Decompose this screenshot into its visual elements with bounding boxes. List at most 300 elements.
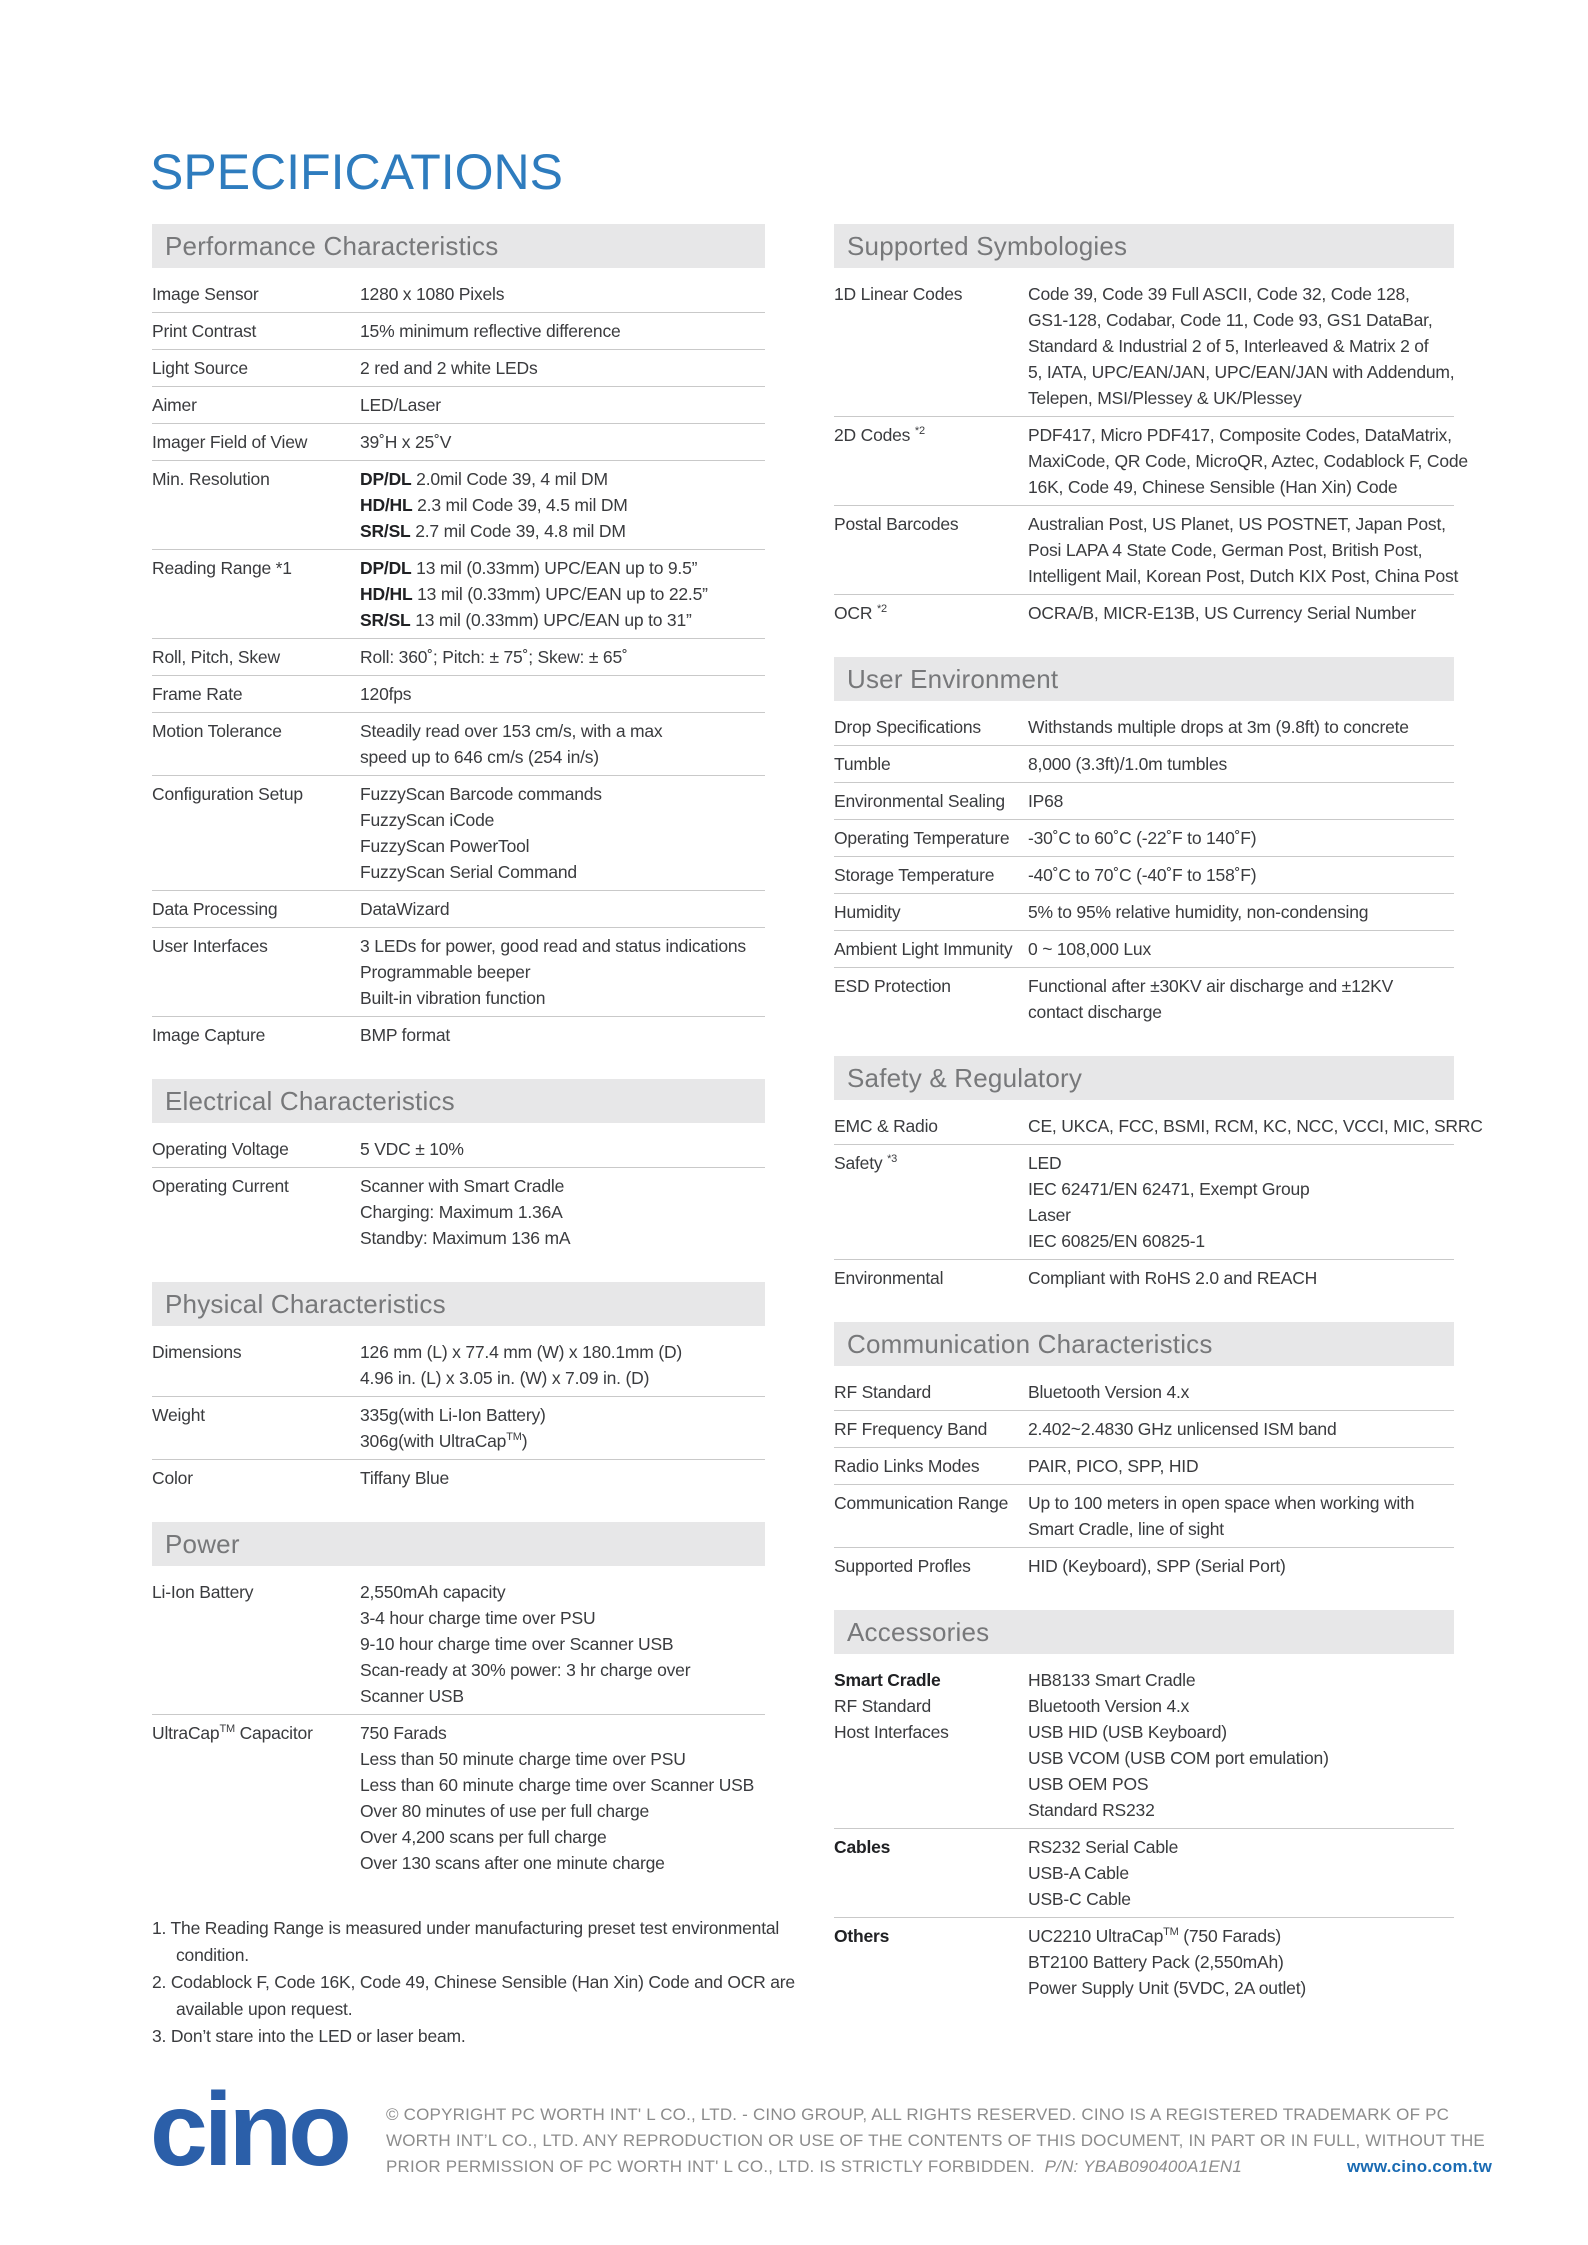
spec-label (152, 555, 360, 633)
spec-value (1028, 600, 1454, 626)
footnotes (152, 1915, 795, 2050)
section-header: Power (152, 1522, 765, 1566)
spec-label (152, 1402, 360, 1454)
text-line: CE, UKCA, FCC, BSMI, RCM, KC, NCC, VCCI, MIC, SRRC (1028, 1116, 1483, 1136)
text-line: 1D Linear Codes (834, 284, 963, 304)
text-line: FuzzyScan PowerTool (360, 836, 530, 856)
text-line: Over 80 minutes of use per full charge (360, 1801, 650, 1821)
text-line: Posi LAPA 4 State Code, German Post, British Post, (1028, 540, 1423, 560)
spec-value (1028, 1113, 1483, 1139)
section-header: Physical Characteristics (152, 1282, 765, 1326)
spec-value (1028, 973, 1454, 1025)
copyright-line: © COPYRIGHT PC WORTH INT' L CO., LTD. - CINO GROUP, ALL RIGHTS RESERVED. CINO IS A REGISTERED TRADEMARK OF PC (386, 2105, 1450, 2124)
spec-value (360, 644, 765, 670)
text-line: OCRA/B, MICR-E13B, US Currency Serial Number (1028, 603, 1416, 623)
spec-row (152, 423, 765, 460)
text-line: 2 red and 2 white LEDs (360, 358, 538, 378)
spec-row (834, 268, 1454, 416)
text-line: FuzzyScan Barcode commands (360, 784, 602, 804)
text-line: 335g(with Li-Ion Battery) (360, 1405, 546, 1425)
spec-label (152, 1579, 360, 1709)
spec-label (834, 1553, 1028, 1579)
spec-label (152, 466, 360, 544)
text-line: 4.96 in. (L) x 3.05 in. (W) x 7.09 in. (D) (360, 1368, 650, 1388)
section-rows (834, 1366, 1454, 1584)
text-line: Code 39, Code 39 Full ASCII, Code 32, Code 128, (1028, 284, 1410, 304)
text-line: GS1-128, Codabar, Code 11, Code 93, GS1 DataBar, (1028, 310, 1433, 330)
text-line: -30˚C to 60˚C (-22˚F to 140˚F) (1028, 828, 1257, 848)
text-line: contact discharge (1028, 1002, 1162, 1022)
part-number: P/N: YBAB090400A1EN1 (1044, 2157, 1243, 2176)
text-line: MaxiCode, QR Code, MicroQR, Aztec, Codablock F, Code (1028, 451, 1468, 471)
text-line: 16K, Code 49, Chinese Sensible (Han Xin) Code (1028, 477, 1398, 497)
spec-row (834, 1447, 1454, 1484)
spec-label (834, 751, 1028, 777)
spec-label (152, 781, 360, 885)
spec-label (834, 511, 1028, 589)
text-line: OCR $^{*2}$ (834, 603, 887, 623)
spec-value (360, 1339, 765, 1391)
text-line: Communication Range (834, 1493, 1009, 1513)
section-header: User Environment (834, 657, 1454, 701)
text-line: Bluetooth Version 4.x (1028, 1382, 1190, 1402)
section-rows (834, 1100, 1483, 1296)
spec-row (152, 1396, 765, 1459)
section-physical-characteristics (152, 1282, 765, 1496)
text-line: DP/DL 13 mil (0.33mm) UPC/EAN up to 9.5” (360, 558, 698, 578)
section-header: Safety & Regulatory (834, 1056, 1454, 1100)
page-title: SPECIFICATIONS (150, 144, 564, 200)
spec-row (834, 819, 1454, 856)
spec-value (360, 1173, 765, 1251)
text-line: BT2100 Battery Pack (2,550mAh) (1028, 1952, 1284, 1972)
spec-value (360, 781, 765, 885)
spec-label (834, 1667, 1028, 1823)
text-line: 2D Codes $^{*2}$ (834, 425, 925, 445)
spec-row (152, 460, 765, 549)
text-line: PAIR, PICO, SPP, HID (1028, 1456, 1199, 1476)
spec-label (152, 1173, 360, 1251)
spec-row (152, 927, 765, 1016)
text-line: -40˚C to 70˚C (-40˚F to 158˚F) (1028, 865, 1257, 885)
text-line: Standby: Maximum 136 mA (360, 1228, 571, 1248)
text-line: Intelligent Mail, Korean Post, Dutch KIX Post, China Post (1028, 566, 1459, 586)
section-power (152, 1522, 765, 1881)
text-line: Data Processing (152, 899, 278, 919)
spec-row (152, 890, 765, 927)
section-supported-symbologies (834, 224, 1468, 631)
text-line: Humidity (834, 902, 901, 922)
section-rows (152, 268, 765, 1053)
text-line: BMP format (360, 1025, 451, 1045)
text-line: Australian Post, US Planet, US POSTNET, Japan Post, (1028, 514, 1446, 534)
spec-value (1028, 862, 1454, 888)
spec-value (1028, 1490, 1454, 1542)
spec-row (834, 930, 1454, 967)
text-line: 5% to 95% relative humidity, non-condensing (1028, 902, 1369, 922)
section-rows (152, 1326, 765, 1496)
text-line: 5, IATA, UPC/EAN/JAN, UPC/EAN/JAN with Addendum, (1028, 362, 1455, 382)
section-user-environment (834, 657, 1454, 1030)
spec-label (152, 392, 360, 418)
text-line: Motion Tolerance (152, 721, 282, 741)
text-line: Image Capture (152, 1025, 266, 1045)
spec-label (834, 1923, 1028, 2001)
text-line: SR/SL 13 mil (0.33mm) UPC/EAN up to 31” (360, 610, 692, 630)
spec-value (360, 1136, 765, 1162)
spec-row (152, 1459, 765, 1496)
text-line: 3-4 hour charge time over PSU (360, 1608, 596, 1628)
text-line: Over 4,200 scans per full charge (360, 1827, 607, 1847)
spec-value (360, 718, 765, 770)
text-line: Scanner USB (360, 1686, 464, 1706)
spec-label (834, 1416, 1028, 1442)
text-line: IEC 62471/EN 62471, Exempt Group (1028, 1179, 1310, 1199)
spec-value (360, 1579, 765, 1709)
text-line: Laser (1028, 1205, 1071, 1225)
spec-value (360, 392, 765, 418)
spec-label (834, 899, 1028, 925)
text-line: Light Source (152, 358, 248, 378)
text-line: Power Supply Unit (5VDC, 2A outlet) (1028, 1978, 1306, 1998)
section-communication-characteristics (834, 1322, 1454, 1584)
spec-value (360, 933, 765, 1011)
spec-value (1028, 1553, 1454, 1579)
spec-label (834, 1265, 1028, 1291)
text-line: Operating Voltage (152, 1139, 289, 1159)
spec-value (1028, 1923, 1454, 2001)
text-line: 750 Farads (360, 1723, 447, 1743)
text-line: Frame Rate (152, 684, 243, 704)
spec-value (1028, 281, 1454, 411)
text-line: Host Interfaces (834, 1722, 949, 1742)
text-line: 1280 x 1080 Pixels (360, 284, 505, 304)
text-line: 2,550mAh capacity (360, 1582, 506, 1602)
spec-value (1028, 936, 1454, 962)
text-line: Over 130 scans after one minute charge (360, 1853, 665, 1873)
section-rows (834, 268, 1468, 631)
text-line: Reading Range *1 (152, 558, 292, 578)
spec-row (834, 856, 1454, 893)
text-line: UltraCap™ Capacitor (152, 1723, 313, 1743)
spec-row (834, 1484, 1454, 1547)
spec-row (152, 1167, 765, 1256)
text-line: speed up to 646 cm/s (254 in/s) (360, 747, 599, 767)
left-column (152, 224, 795, 2050)
spec-row (834, 893, 1454, 930)
spec-value (360, 1720, 765, 1876)
text-line: Operating Current (152, 1176, 289, 1196)
spec-label (152, 1465, 360, 1491)
right-column (834, 224, 1483, 2050)
text-line: SR/SL 2.7 mil Code 39, 4.8 mil DM (360, 521, 626, 541)
text-line: HD/HL 13 mil (0.33mm) UPC/EAN up to 22.5” (360, 584, 708, 604)
text-line: ESD Protection (834, 976, 951, 996)
spec-value (360, 555, 765, 633)
spec-label (152, 1022, 360, 1048)
text-line: Print Contrast (152, 321, 257, 341)
spec-row (834, 745, 1454, 782)
spec-row (152, 775, 765, 890)
section-rows (152, 1566, 765, 1881)
spec-label (834, 825, 1028, 851)
spec-label (834, 714, 1028, 740)
footnote-line: 2. Codablock F, Code 16K, Code 49, Chinese Sensible (Han Xin) Code and OCR are (152, 1972, 795, 1992)
text-line: 3 LEDs for power, good read and status indications (360, 936, 746, 956)
section-header: Communication Characteristics (834, 1322, 1454, 1366)
text-line: FuzzyScan iCode (360, 810, 495, 830)
section-safety-regulatory (834, 1056, 1483, 1296)
spec-value (1028, 511, 1459, 589)
footnote-line: 1. The Reading Range is measured under manufacturing preset test environmental (152, 1918, 780, 1938)
spec-row (152, 312, 765, 349)
spec-value (1028, 1834, 1454, 1912)
spec-value (1028, 422, 1468, 500)
spec-row (834, 1100, 1483, 1144)
text-line: Storage Temperature (834, 865, 995, 885)
spec-row (152, 349, 765, 386)
spec-label (152, 1720, 360, 1876)
spec-value (1028, 1667, 1454, 1823)
text-line: Operating Temperature (834, 828, 1010, 848)
text-line: Roll, Pitch, Skew (152, 647, 280, 667)
section-rows (834, 701, 1454, 1030)
text-line: Telepen, MSI/Plessey & UK/Plessey (1028, 388, 1302, 408)
spec-value (360, 466, 765, 544)
text-line: Tumble (834, 754, 891, 774)
spec-row (152, 675, 765, 712)
text-line: HD/HL 2.3 mil Code 39, 4.5 mil DM (360, 495, 628, 515)
section-accessories (834, 1610, 1454, 2006)
text-line: Compliant with RoHS 2.0 and REACH (1028, 1268, 1318, 1288)
text-line: USB HID (USB Keyboard) (1028, 1722, 1227, 1742)
spec-value (360, 896, 765, 922)
spec-row (834, 967, 1454, 1030)
spec-label (834, 1490, 1028, 1542)
text-line: Scanner with Smart Cradle (360, 1176, 565, 1196)
text-line: Steadily read over 153 cm/s, with a max (360, 721, 663, 741)
text-line: HB8133 Smart Cradle (1028, 1670, 1196, 1690)
text-line: Scan-ready at 30% power: 3 hr charge over (360, 1660, 691, 1680)
text-line: LED (1028, 1153, 1062, 1173)
spec-label (152, 355, 360, 381)
spec-label (834, 788, 1028, 814)
spec-value (360, 318, 765, 344)
text-line: Environmental (834, 1268, 944, 1288)
text-line: User Interfaces (152, 936, 268, 956)
spec-value (1028, 1379, 1454, 1405)
text-line: Less than 60 minute charge time over Scanner USB (360, 1775, 755, 1795)
spec-label (834, 1834, 1028, 1912)
spec-label (834, 422, 1028, 500)
text-line: 9-10 hour charge time over Scanner USB (360, 1634, 674, 1654)
spec-label (152, 1136, 360, 1162)
text-line: 120fps (360, 684, 412, 704)
text-line: Functional after ±30KV air discharge and ±12KV (1028, 976, 1394, 996)
text-line: Configuration Setup (152, 784, 303, 804)
text-line: Min. Resolution (152, 469, 270, 489)
text-line: USB-A Cable (1028, 1863, 1129, 1883)
spec-value (360, 681, 765, 707)
text-line: Dimensions (152, 1342, 242, 1362)
text-line: RS232 Serial Cable (1028, 1837, 1179, 1857)
footnote-line: condition. (176, 1945, 249, 1965)
text-line: Safety $^{*3}$ (834, 1153, 898, 1173)
spec-value (360, 281, 765, 307)
copyright-text: PRIOR PERMISSION OF PC WORTH INT' L CO., LTD. IS STRICTLY FORBIDDEN. P/N: YBAB090400A1EN1 (386, 2157, 1243, 2176)
spec-row (834, 1654, 1454, 1828)
spec-row (834, 1144, 1454, 1259)
spec-label (834, 1379, 1028, 1405)
spec-row (152, 386, 765, 423)
text-line: Aimer (152, 395, 197, 415)
text-line: Li-Ion Battery (152, 1582, 254, 1602)
text-line: Tiffany Blue (360, 1468, 450, 1488)
text-line: 15% minimum reflective difference (360, 321, 621, 341)
spec-value (360, 1022, 765, 1048)
text-line: Less than 50 minute charge time over PSU (360, 1749, 686, 1769)
spec-row (152, 1016, 765, 1053)
cino-logo: cino (150, 2072, 348, 2188)
text-line: Imager Field of View (152, 432, 308, 452)
spec-row (152, 1326, 765, 1396)
section-header: Performance Characteristics (152, 224, 765, 268)
spec-row (152, 712, 765, 775)
spec-value (1028, 1150, 1454, 1254)
spec-row (834, 416, 1468, 505)
spec-value (1028, 825, 1454, 851)
text-line: Postal Barcodes (834, 514, 959, 534)
text-line: HID (Keyboard), SPP (Serial Port) (1028, 1556, 1286, 1576)
text-line: Weight (152, 1405, 205, 1425)
text-line: Charging: Maximum 1.36A (360, 1202, 563, 1222)
text-line: 126 mm (L) x 77.4 mm (W) x 180.1mm (D) (360, 1342, 683, 1362)
spec-value (1028, 899, 1454, 925)
spec-row (152, 549, 765, 638)
spec-label (152, 1339, 360, 1391)
text-line: Up to 100 meters in open space when working with (1028, 1493, 1415, 1513)
text-line: Bluetooth Version 4.x (1028, 1696, 1190, 1716)
spec-row (834, 594, 1454, 631)
section-header: Electrical Characteristics (152, 1079, 765, 1123)
spec-value (1028, 714, 1454, 740)
spec-label (834, 281, 1028, 411)
text-line: USB VCOM (USB COM port emulation) (1028, 1748, 1329, 1768)
website-link[interactable]: www.cino.com.tw (1347, 2157, 1492, 2176)
spec-row (152, 1123, 765, 1167)
spec-label (834, 862, 1028, 888)
text-line: Drop Specifications (834, 717, 981, 737)
text-line: DP/DL 2.0mil Code 39, 4 mil DM (360, 469, 608, 489)
text-line: RF Standard (834, 1696, 932, 1716)
text-line: 0 ~ 108,000 Lux (1028, 939, 1152, 959)
spec-label (834, 973, 1028, 1025)
spec-row (834, 701, 1454, 745)
footnote-line: 3. Don’t stare into the LED or laser beam. (152, 2026, 466, 2046)
text-line: UC2210 UltraCap™ (750 Farads) (1028, 1926, 1282, 1946)
spec-value (360, 355, 765, 381)
spec-value (1028, 1265, 1454, 1291)
text-line: IEC 60825/EN 60825-1 (1028, 1231, 1205, 1251)
spec-label (152, 281, 360, 307)
text-line: Image Sensor (152, 284, 259, 304)
text-line: Programmable beeper (360, 962, 531, 982)
copyright-block (386, 2102, 1492, 2180)
text-line: Environmental Sealing (834, 791, 1005, 811)
text-line: LED/Laser (360, 395, 441, 415)
spec-row (834, 1259, 1454, 1296)
spec-label (152, 681, 360, 707)
section-electrical-characteristics (152, 1079, 765, 1256)
text-line: Others (834, 1926, 890, 1946)
spec-label (152, 644, 360, 670)
section-rows (834, 1654, 1454, 2006)
text-line: Radio Links Modes (834, 1456, 980, 1476)
spec-value (1028, 1453, 1454, 1479)
text-line: RF Standard (834, 1382, 932, 1402)
text-line: Smart Cradle, line of sight (1028, 1519, 1224, 1539)
spec-label (152, 933, 360, 1011)
spec-row (834, 1917, 1454, 2006)
spec-row (834, 1828, 1454, 1917)
text-line: FuzzyScan Serial Command (360, 862, 577, 882)
footnote-line: available upon request. (176, 1999, 353, 2019)
copyright-line (386, 2154, 1492, 2180)
spec-value (360, 429, 765, 455)
text-line: Cables (834, 1837, 891, 1857)
spec-value (360, 1402, 765, 1454)
spec-row (152, 1566, 765, 1714)
spec-label (152, 718, 360, 770)
text-line: Roll: 360˚; Pitch: ± 75˚; Skew: ± 65˚ (360, 647, 628, 667)
text-line: RF Frequency Band (834, 1419, 988, 1439)
spec-value (1028, 751, 1454, 777)
text-line: USB OEM POS (1028, 1774, 1149, 1794)
spec-label (152, 429, 360, 455)
spec-row (152, 1714, 765, 1881)
text-line: PDF417, Micro PDF417, Composite Codes, DataMatrix, (1028, 425, 1452, 445)
spec-row (834, 505, 1459, 594)
spec-row (152, 638, 765, 675)
text-line: Standard & Industrial 2 of 5, Interleaved & Matrix 2 of (1028, 336, 1429, 356)
text-line: 306g(with UltraCap™) (360, 1431, 528, 1451)
spec-row (834, 1366, 1454, 1410)
spec-label (834, 936, 1028, 962)
text-line: USB-C Cable (1028, 1889, 1131, 1909)
spec-value (360, 1465, 765, 1491)
spec-row (152, 268, 765, 312)
spec-label (152, 896, 360, 922)
spec-label (834, 1453, 1028, 1479)
copyright-line: WORTH INT’L CO., LTD. ANY REPRODUCTION OR USE OF THE CONTENTS OF THIS DOCUMENT, IN PART OR IN FULL, WITHOUT THE (386, 2131, 1485, 2150)
text-line: Smart Cradle (834, 1670, 941, 1690)
section-header: Supported Symbologies (834, 224, 1454, 268)
spec-label (834, 1113, 1028, 1139)
text-line: 39˚H x 25˚V (360, 432, 452, 452)
spec-row (834, 1410, 1454, 1447)
spec-label (834, 600, 1028, 626)
spec-row (834, 782, 1454, 819)
spec-label (152, 318, 360, 344)
text-line: Ambient Light Immunity (834, 939, 1013, 959)
text-line: Supported Profles (834, 1556, 971, 1576)
section-performance-characteristics (152, 224, 765, 1053)
section-header: Accessories (834, 1610, 1454, 1654)
text-line: 2.402~2.4830 GHz unlicensed ISM band (1028, 1419, 1337, 1439)
text-line: Standard RS232 (1028, 1800, 1155, 1820)
text-line: EMC & Radio (834, 1116, 938, 1136)
text-line: 5 VDC ± 10% (360, 1139, 464, 1159)
